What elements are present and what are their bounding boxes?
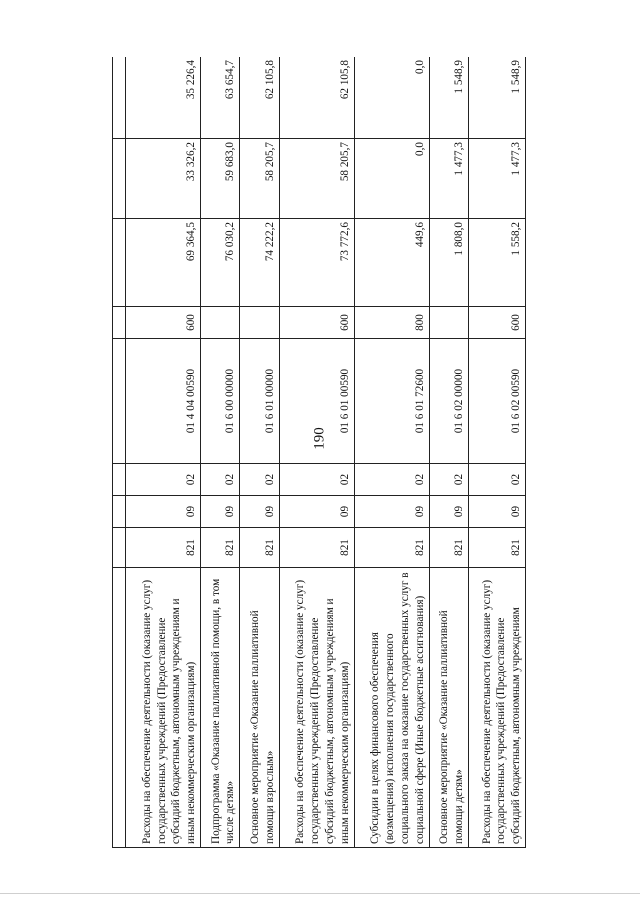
subsection-code: 02 xyxy=(354,464,429,496)
bottom-rule xyxy=(0,893,640,894)
section-code: 09 xyxy=(279,496,354,528)
row-description: Основное мероприятие «Оказание паллиативной помощи детям» xyxy=(429,568,468,848)
ministry-code: 821 xyxy=(240,528,279,568)
budget-table-frame xyxy=(112,57,526,848)
table-row xyxy=(354,57,429,848)
target-article-code: 01 6 01 00590 xyxy=(279,339,354,464)
section-code: 09 xyxy=(126,496,201,528)
ministry-code: 821 xyxy=(279,528,354,568)
row-description: Субсидии в целях финансового обеспечения (возмещения) исполнения государственного социального заказа на оказание государственных услуг в социальной сфере (Иные бюджетные ассигнования) xyxy=(354,568,429,848)
row-description: Расходы на обеспечение деятельности (оказание услуг) государственных учреждений (Предоставление субсидий бюджетным, автономным учреждениям и иным некоммерческим организациям) xyxy=(126,568,201,848)
section-code: 09 xyxy=(429,496,468,528)
table-row xyxy=(200,57,239,848)
ministry-code: 821 xyxy=(200,528,239,568)
amount-1: 74 222,2 xyxy=(240,219,279,307)
target-article-code: 01 4 04 00590 xyxy=(126,339,201,464)
top-cell-c3 xyxy=(113,464,126,496)
target-article-code: 01 6 02 00590 xyxy=(468,339,525,464)
section-code: 09 xyxy=(354,496,429,528)
target-article-code: 01 6 01 72600 xyxy=(354,339,429,464)
row-description: Расходы на обеспечение деятельности (оказание услуг) государственных учреждений (Предоставление субсидий бюджетным, автономным учреждениям и иным некоммерческим организациям) xyxy=(279,568,354,848)
expense-type-code xyxy=(240,307,279,339)
target-article-code: 01 6 00 00000 xyxy=(200,339,239,464)
amount-1: 73 772,6 xyxy=(279,219,354,307)
amount-1: 1 808,0 xyxy=(429,219,468,307)
ministry-code: 821 xyxy=(354,528,429,568)
budget-table-rotated xyxy=(112,57,526,848)
ministry-code: 821 xyxy=(429,528,468,568)
table-row xyxy=(240,57,279,848)
page-number: 190 xyxy=(311,427,328,450)
section-code: 09 xyxy=(468,496,525,528)
row-description: Подпрограмма «Оказание паллиативной помощи, в том числе детям» xyxy=(200,568,239,848)
amount-3: 62 105,8 xyxy=(240,57,279,139)
amount-3: 35 226,4 xyxy=(126,57,201,139)
top-cell-c2 xyxy=(113,496,126,528)
amount-2: 1 477,3 xyxy=(429,139,468,219)
amount-3: 1 548,9 xyxy=(429,57,468,139)
top-cell-c5 xyxy=(113,307,126,339)
expense-type-code: 600 xyxy=(468,307,525,339)
top-cell-c1 xyxy=(113,528,126,568)
top-cell-v1 xyxy=(113,219,126,307)
expense-type-code xyxy=(429,307,468,339)
amount-2: 59 683,0 xyxy=(200,139,239,219)
expense-type-code: 600 xyxy=(126,307,201,339)
amount-1: 449,6 xyxy=(354,219,429,307)
expense-type-code xyxy=(200,307,239,339)
expense-type-code: 600 xyxy=(279,307,354,339)
subsection-code: 02 xyxy=(240,464,279,496)
amount-1: 1 558,2 xyxy=(468,219,525,307)
subsection-code: 02 xyxy=(429,464,468,496)
subsection-code: 02 xyxy=(468,464,525,496)
ministry-code: 821 xyxy=(126,528,201,568)
table-row xyxy=(126,57,201,848)
amount-2: 33 326,2 xyxy=(126,139,201,219)
amount-3: 62 105,8 xyxy=(279,57,354,139)
section-code: 09 xyxy=(200,496,239,528)
amount-3: 1 548,9 xyxy=(468,57,525,139)
section-code: 09 xyxy=(240,496,279,528)
table-row xyxy=(468,57,525,848)
ministry-code: 821 xyxy=(468,528,525,568)
table-top-row xyxy=(113,57,126,848)
amount-3: 63 654,7 xyxy=(200,57,239,139)
top-cell-c4 xyxy=(113,339,126,464)
expense-type-code: 800 xyxy=(354,307,429,339)
top-cell-desc xyxy=(113,568,126,848)
amount-1: 69 364,5 xyxy=(126,219,201,307)
budget-table xyxy=(112,57,526,848)
amount-2: 58 205,7 xyxy=(279,139,354,219)
target-article-code: 01 6 01 00000 xyxy=(240,339,279,464)
amount-2: 0,0 xyxy=(354,139,429,219)
table-row xyxy=(429,57,468,848)
top-cell-v2 xyxy=(113,139,126,219)
subsection-code: 02 xyxy=(126,464,201,496)
amount-2: 58 205,7 xyxy=(240,139,279,219)
target-article-code: 01 6 02 00000 xyxy=(429,339,468,464)
amount-3: 0,0 xyxy=(354,57,429,139)
subsection-code: 02 xyxy=(200,464,239,496)
row-description: Расходы на обеспечение деятельности (оказание услуг) государственных учреждений (Предоставление субсидий бюджетным, автономным учреждениям xyxy=(468,568,525,848)
table-row xyxy=(279,57,354,848)
amount-1: 76 030,2 xyxy=(200,219,239,307)
amount-2: 1 477,3 xyxy=(468,139,525,219)
subsection-code: 02 xyxy=(279,464,354,496)
top-cell-v3 xyxy=(113,57,126,139)
row-description: Основное мероприятие «Оказание паллиативной помощи взрослым» xyxy=(240,568,279,848)
